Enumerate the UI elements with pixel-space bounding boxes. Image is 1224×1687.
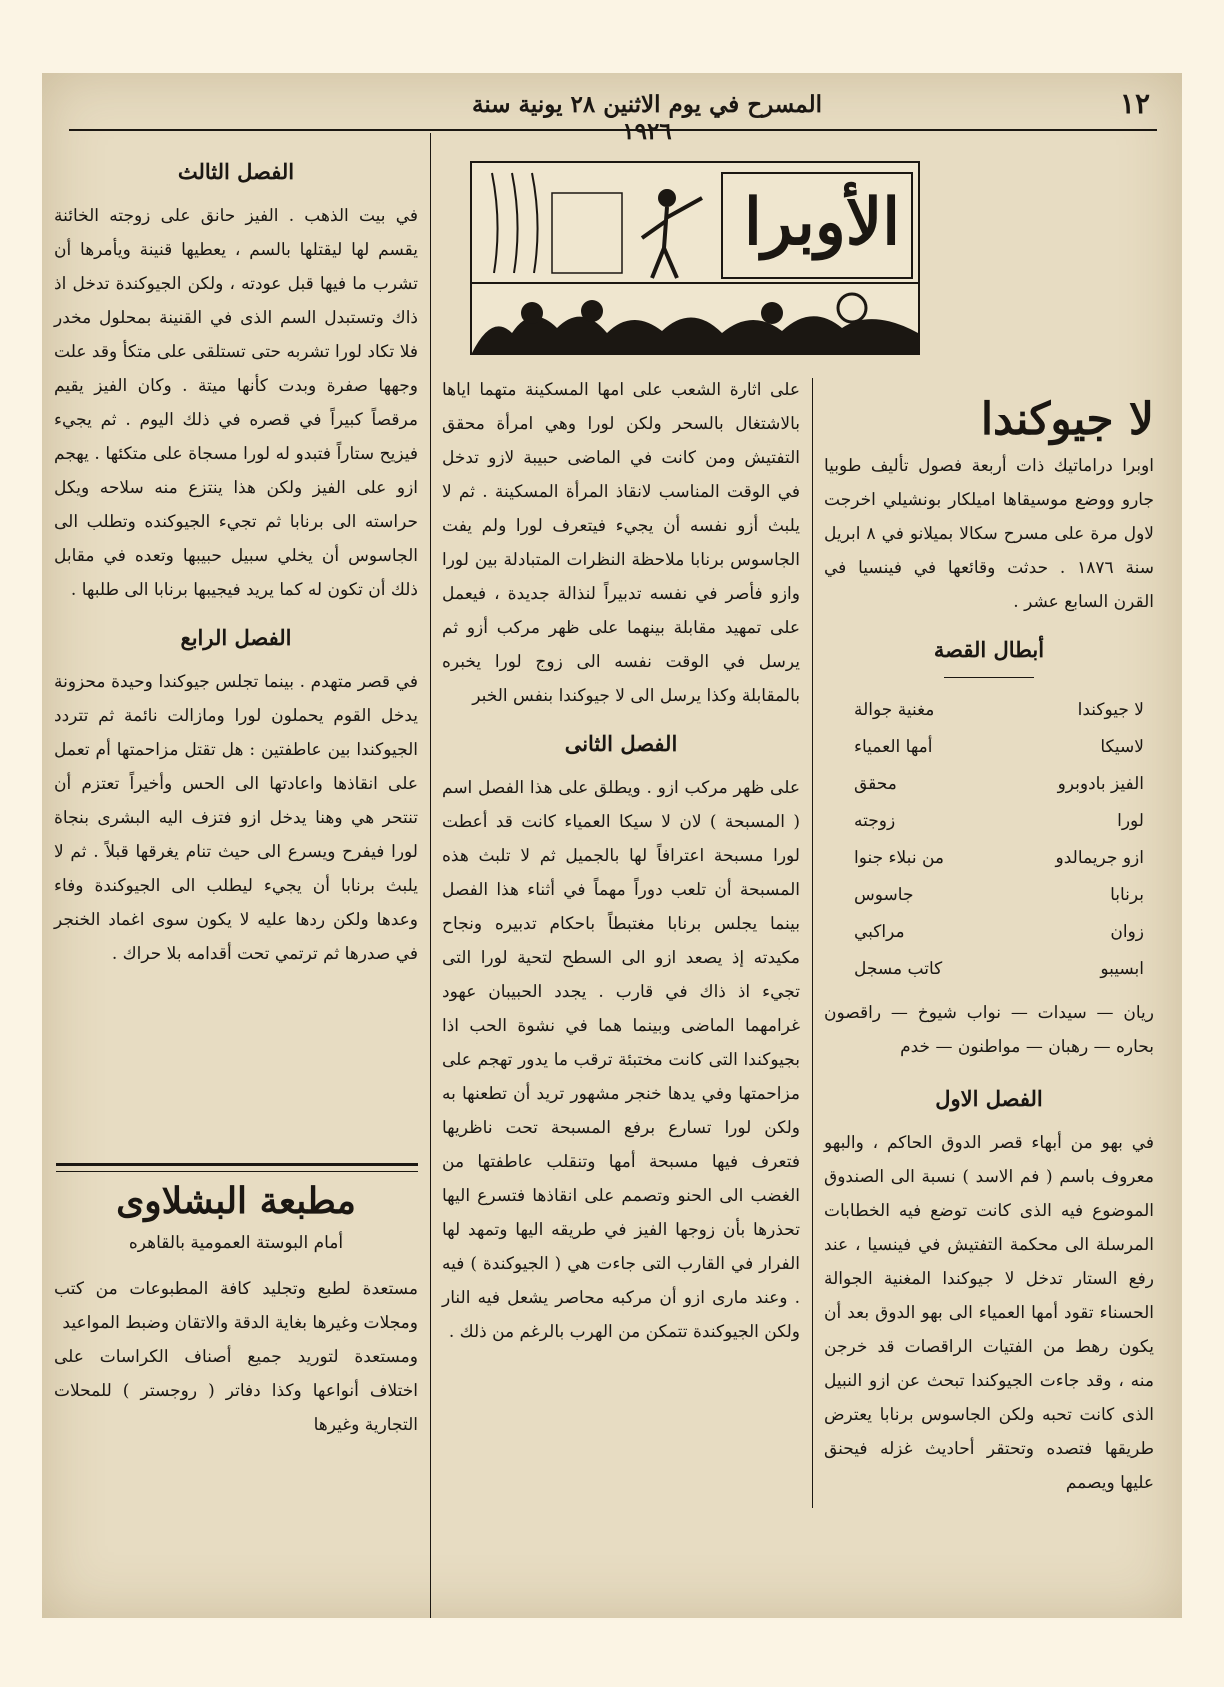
- banner-caption: الأوبرا: [743, 185, 901, 260]
- press-advertisement: [54, 1178, 418, 1442]
- page-header-title: المسرح في يوم الاثنين ٢٨ يونية سنة ١٩٢٦: [472, 91, 822, 145]
- act2-heading: الفصل الثانى: [564, 731, 678, 756]
- cast-row: لاسيكا أمها العمياء: [854, 737, 1144, 757]
- column-left: [54, 147, 418, 971]
- newspaper-page: [42, 73, 1182, 1618]
- cast-row: ازو جريمالدو من نبلاء جنوا: [854, 848, 1144, 868]
- cast-row: زوان مراكبي: [854, 922, 1144, 942]
- act1-heading: الفصل الاول: [935, 1086, 1043, 1111]
- cast-row: لورا زوجته: [854, 811, 1144, 831]
- cast-heading: أبطال القصة: [933, 637, 1045, 662]
- act1-text: في بهو من أبهاء قصر الدوق الحاكم ، والبهو معروف باسم ( فم الاسد ) نسبة الى الصندوق الموضوع فيه الذى كانت توضع فيه الخطابات المرسلة الى محكمة التفتيش في فينسيا ، عند رفع الستار تدخل لا جيوكندا المغنية الجوالة الحسناء تقود أمها العمياء الى بهو الدوق بعد أن يكون رهط من الفتيات الراقصات قد خرجن منه ، وقد جاءت الجيوكندا تبحث عن ازو النبيل الذى كانت تحبه ولكن الجاسوس برنابا يعترض طريقها فتصده وتحتقر أحاديث غزله فيحنق عليها ويصمم: [824, 1133, 1154, 1493]
- column-right: [824, 394, 1154, 1500]
- act2-text: على ظهر مركب ازو . ويطلق على هذا الفصل اسم ( المسبحة ) لان لا سيكا العمياء كانت قد أعطت لورا مسبحة اعترافاً لها بالجميل ثم لا تلبث هذه المسبحة أن تلعب دوراً مهماً في أثناء هذا الفصل بينما يجلس برنابا مغتبطاً باحكام تدبيره ونجاح مكيدته إذ يصعد ازو الى السطح لتحية لورا التى تجيء اذ ذاك في قارب . يجدد الحبيبان عهود غرامهما الماضى وبينما هما في نشوة الحب اذا بجيوكندا التى كانت مختبئة ترقب ما يدور تهجم على مزاحمتها وفي يدها خنجر مشهور تريد أن تطعنها به ولكن لورا تسارع برفع المسبحة تحت ناظريها فتعرف فيها مسبحة أمها وتنقلب عاطفتها من الغضب الى الحنو وتصمم على انقاذها فتسرع اليها تحذرها بأن زوجها الفيز في طريقه اليها وتمهد لها الفرار في القارب التى جاءت هي ( الجيوكندة ) فيه . وعند مارى ازو أن مركبه محاصر يشعل فيه النار ولكن الجيوكندة تتمكن من الهرب بالرغم من ذلك .: [442, 778, 800, 1342]
- act3-text: في بيت الذهب . الفيز حانق على زوجته الخائنة يقسم لها ليقتلها بالسم ، يعطيها قنينة ويأمرها أن تشرب ما فيها قبل عودته ، ولكن الجيوكندة تدخل اذ ذاك وتستبدل السم الذى في القنينة بمحلول مخدر فلا تكاد لورا تشربه حتى تستلقى على متكأ وقد علت وجهها صفرة وبدت كأنها ميتة . وكان الفيز يقيم مرقصاً كبيراً في قصره في ذلك اليوم . ثم يجيء فيزيح ستاراً فتبدو له لورا مسجاة على متكئها . يهجم ازو على الفيز ولكن هذا ينتزع منه سلاحه ويكل حراسته الى برنابا ثم تجيء الجيوكنده وتطلب الى الجاسوس أن يخلي سبيل حبيبها وتعده في مقابل ذلك أن تكون له كما يريد فيجيبها برنابا الى طلبها .: [54, 206, 418, 600]
- act4-heading: الفصل الرابع: [180, 625, 292, 650]
- cast-rule: [944, 677, 1034, 678]
- header-rule: [69, 129, 1157, 131]
- press-address: أمام البوستة العمومية بالقاهره: [128, 1233, 344, 1253]
- cast-list: [824, 692, 1154, 988]
- page-number: ١٢: [1119, 87, 1150, 120]
- opera-banner: [470, 161, 920, 355]
- opera-title: لا جيوكندا: [980, 394, 1154, 445]
- column-divider-left: [430, 133, 431, 1618]
- act1-continued: على اثارة الشعب على امها المسكينة متهما اياها بالاشتغال بالسحر ولكن لورا وهي امرأة محقق التفتيش ومن كانت في الماضى حبيبة لازو تدخل في الوقت المناسب لانقاذ المرأة المسكينة . ثم لا يلبث أزو نفسه أن يجيء فيتعرف لورا ولم يفت الجاسوس برنابا ملاحظة النظرات المتبادلة بين لورا وازو فأصر في نفسه تدبيراً لنذالة جديدة ، فيعمل على تمهيد مقابلة بينهما على ظهر مركب أزو ثم يرسل في الوقت نفسه الى زوج لورا يخبره بالمقابلة وكذا يرسل الى لا جيوكندا بنفس الخبر: [442, 380, 800, 706]
- column-middle: [442, 373, 800, 1349]
- cast-extras: ريان — سيدات — نواب شيوخ — راقصون بحاره — رهبان — مواطنون — خدم: [824, 1003, 1154, 1057]
- act3-heading: الفصل الثالث: [177, 159, 295, 184]
- cast-row: لا جيوكندا مغنية جوالة: [854, 700, 1144, 720]
- press-text-printing: مستعدة لطبع وتجليد كافة المطبوعات من كتب ومجلات وغيرها بغاية الدقة والاتقان وضبط المواعيد: [54, 1279, 418, 1333]
- opera-intro: اوبرا دراماتيك ذات أربعة فصول تأليف طوبيا جارو ووضع موسيقاها اميلكار بونشيلي اخرجت لاول مرة على مسرح سكالا بميلانو في ٨ ابريل سنة ١٨٧٦ . حدثت وقائعها في فينسيا في القرن السابع عشر .: [824, 456, 1154, 612]
- cast-row: برنابا جاسوس: [854, 885, 1144, 905]
- cast-row: الفيز بادوبرو محقق: [854, 774, 1144, 794]
- press-name: مطبعة البشلاوى: [116, 1180, 356, 1222]
- cast-row: ابسيبو كاتب مسجل: [854, 959, 1144, 979]
- press-text-supplies: ومستعدة لتوريد جميع أصناف الكراسات على اختلاف أنواعها وكذا دفاتر ( روجستر ) للمحلات التجارية وغيرها: [54, 1347, 418, 1435]
- ad-separator: [56, 1163, 418, 1172]
- act4-text: في قصر متهدم . بينما تجلس جيوكندا وحيدة محزونة يدخل القوم يحملون لورا ومازالت نائمة ثم تتردد الجيوكندا بين عاطفتين : هل تقتل مزاحمتها أم تعمل على انقاذها واعادتها الى الحس وأخيراً تعتزم أن تنتحر هي وهنا يدخل ازو فتزف اليه البشرى بنجاة لورا فيفرح ويسرع الى حيث تنام يغرقها قبلاً . ثم لا يلبث برنابا أن يجيء ليطلب الى الجيوكندة وفاء وعدها ولكن ردها عليه لا يكون سوى اغماد الخنجر في صدرها ثم ترتمي تحت أقدامه بلا حراك .: [54, 672, 418, 964]
- column-divider-right: [812, 378, 813, 1508]
